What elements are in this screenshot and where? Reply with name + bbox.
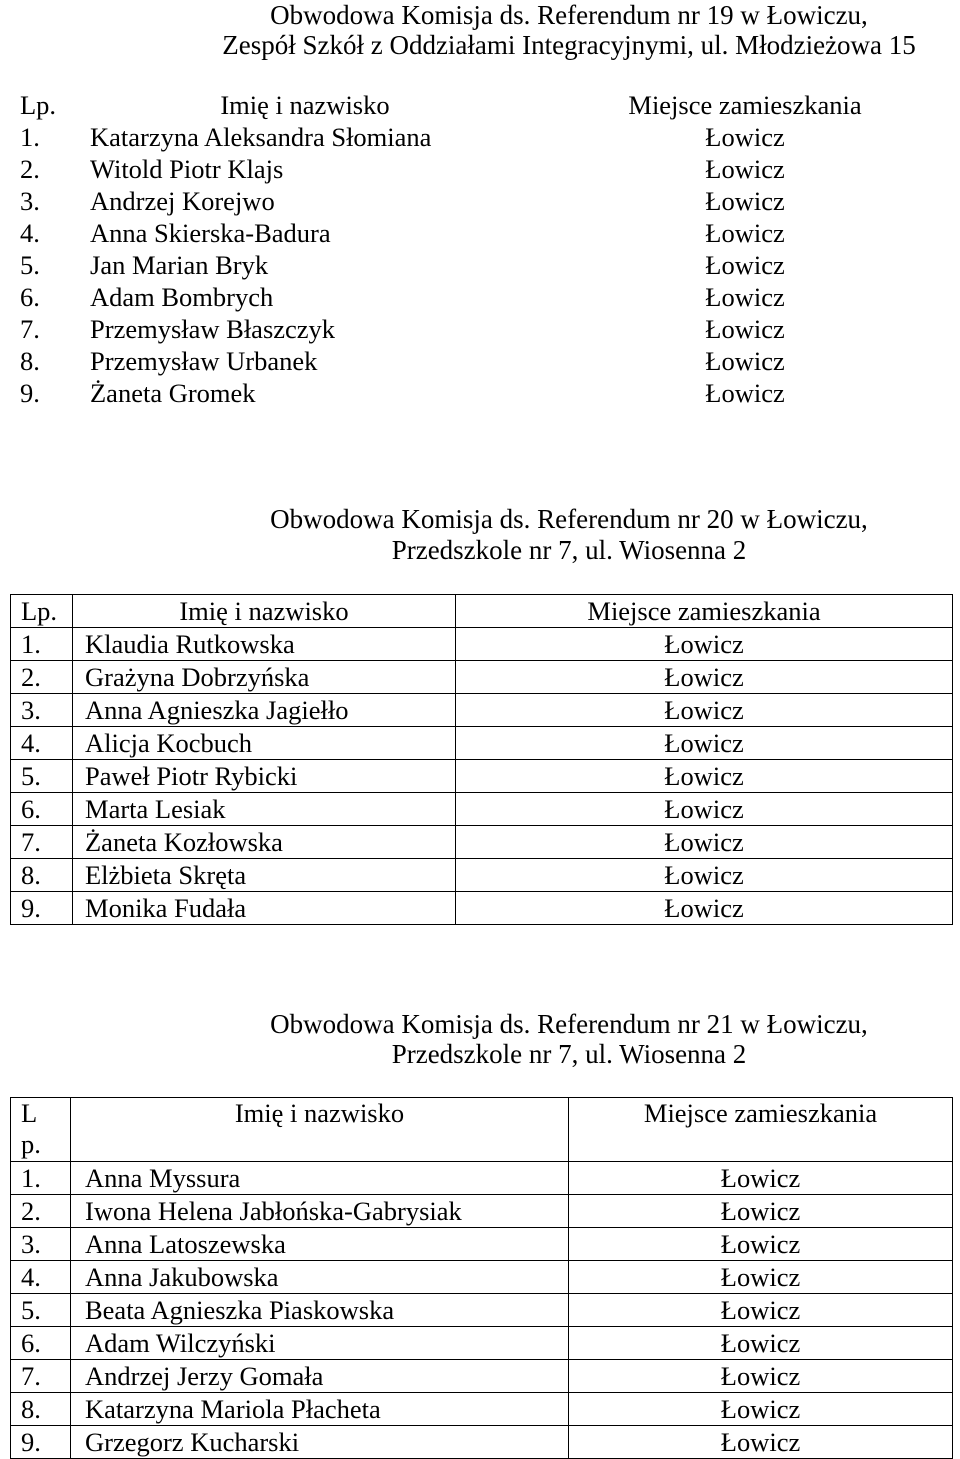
table-row [11,1294,953,1327]
table-row [10,121,960,153]
member-name: Żaneta Kozłowska [73,826,456,859]
member-residence: Łowicz [569,1360,953,1393]
member-residence: Łowicz [705,218,785,248]
table-row [11,1162,953,1195]
member-residence: Łowicz [456,793,953,826]
header-name: Imię i nazwisko [73,595,456,628]
member-name: Żaneta Gromek [90,378,256,408]
row-number: 3. [11,694,73,727]
member-name: Anna Agnieszka Jagiełło [73,694,456,727]
table-row [10,185,960,217]
row-number: 5. [11,760,73,793]
member-name: Anna Latoszewska [71,1228,569,1261]
header-place: Miejsce zamieszkania [628,90,862,120]
member-residence: Łowicz [569,1426,953,1459]
member-name: Katarzyna Aleksandra Słomiana [90,122,432,152]
commission-heading-19 [178,0,960,60]
header-name: Imię i nazwisko [220,90,390,120]
member-name: Katarzyna Mariola Płacheta [71,1393,569,1426]
member-name: Adam Bombrych [90,282,274,312]
member-residence: Łowicz [456,826,953,859]
row-number: 9. [11,1426,71,1459]
header-lp [11,1098,71,1162]
commission-title: Obwodowa Komisja ds. Referendum nr 21 w Łowiczu, [270,1009,868,1039]
table-header-row [11,1098,953,1162]
table-row [11,859,953,892]
table-row [11,1228,953,1261]
member-name: Przemysław Urbanek [90,346,318,376]
row-number: 5. [11,1294,71,1327]
member-name: Andrzej Korejwo [90,186,275,216]
table-row [11,628,953,661]
members-table-21 [10,1097,953,1459]
header-place: Miejsce zamieszkania [456,595,953,628]
row-number: 8. [11,1393,71,1426]
commission-address: Przedszkole nr 7, ul. Wiosenna 2 [391,535,747,565]
commission-title: Obwodowa Komisja ds. Referendum nr 20 w Łowiczu, [270,504,868,534]
members-table-19 [10,89,960,409]
member-residence: Łowicz [569,1228,953,1261]
member-residence: Łowicz [705,378,785,408]
row-number: 3. [20,186,40,216]
table-row [10,249,960,281]
table-row [11,727,953,760]
member-name: Jan Marian Bryk [90,250,269,280]
table-header-row [11,595,953,628]
row-number: 3. [11,1228,71,1261]
header-place: Miejsce zamieszkania [569,1098,953,1162]
member-residence: Łowicz [569,1294,953,1327]
table-row [10,377,960,409]
row-number: 2. [11,1195,71,1228]
table-row [10,153,960,185]
member-residence: Łowicz [569,1162,953,1195]
table-row [11,760,953,793]
member-residence: Łowicz [705,314,785,344]
row-number: 7. [20,314,40,344]
table-row [11,793,953,826]
table-row [11,1426,953,1459]
member-residence: Łowicz [456,628,953,661]
member-name: Iwona Helena Jabłońska-Gabrysiak [71,1195,569,1228]
member-residence: Łowicz [569,1261,953,1294]
header-lp: Lp. [20,90,57,120]
member-name: Witold Piotr Klajs [90,154,284,184]
header-lp: Lp. [11,595,73,628]
row-number: 1. [11,1162,71,1195]
member-residence: Łowicz [705,282,785,312]
row-number: 8. [11,859,73,892]
member-name: Paweł Piotr Rybicki [73,760,456,793]
row-number: 4. [11,727,73,760]
row-number: 2. [11,661,73,694]
table-header-row [10,89,960,121]
table-row [11,1327,953,1360]
table-row [10,345,960,377]
table-row [10,217,960,249]
commission-heading-20 [178,504,960,566]
row-number: 9. [11,892,73,925]
table-row [11,1261,953,1294]
commission-title: Obwodowa Komisja ds. Referendum nr 19 w Łowiczu, [270,0,868,30]
member-name: Przemysław Błaszczyk [90,314,336,344]
member-name: Grażyna Dobrzyńska [73,661,456,694]
member-residence: Łowicz [569,1195,953,1228]
member-residence: Łowicz [705,250,785,280]
member-name: Alicja Kocbuch [73,727,456,760]
member-residence: Łowicz [569,1393,953,1426]
row-number: 4. [11,1261,71,1294]
member-residence: Łowicz [456,892,953,925]
member-residence: Łowicz [705,122,785,152]
member-residence: Łowicz [569,1327,953,1360]
row-number: 1. [20,122,40,152]
members-table-20 [10,594,953,925]
table-row [10,281,960,313]
row-number: 6. [11,793,73,826]
row-number: 6. [20,282,40,312]
header-lp-text: Lp. [21,1098,41,1159]
member-residence: Łowicz [456,760,953,793]
member-residence: Łowicz [456,859,953,892]
member-name: Anna Myssura [71,1162,569,1195]
commission-address: Przedszkole nr 7, ul. Wiosenna 2 [391,1039,747,1069]
member-name: Grzegorz Kucharski [71,1426,569,1459]
member-residence: Łowicz [705,346,785,376]
member-residence: Łowicz [705,186,785,216]
table-row [11,661,953,694]
member-name: Anna Jakubowska [71,1261,569,1294]
row-number: 1. [11,628,73,661]
member-name: Adam Wilczyński [71,1327,569,1360]
member-residence: Łowicz [456,661,953,694]
row-number: 6. [11,1327,71,1360]
member-name: Klaudia Rutkowska [73,628,456,661]
table-row [10,313,960,345]
row-number: 9. [20,378,40,408]
row-number: 5. [20,250,40,280]
table-row [11,1393,953,1426]
member-residence: Łowicz [456,727,953,760]
row-number: 2. [20,154,40,184]
row-number: 8. [20,346,40,376]
member-residence: Łowicz [705,154,785,184]
member-name: Beata Agnieszka Piaskowska [71,1294,569,1327]
member-residence: Łowicz [456,694,953,727]
commission-address: Zespół Szkół z Oddziałami Integracyjnymi, ul. Młodzieżowa 15 [222,30,916,60]
member-name: Elżbieta Skręta [73,859,456,892]
member-name: Andrzej Jerzy Gomała [71,1360,569,1393]
table-row [11,694,953,727]
row-number: 7. [11,826,73,859]
member-name: Marta Lesiak [73,793,456,826]
row-number: 7. [11,1360,71,1393]
table-row [11,1195,953,1228]
table-row [11,1360,953,1393]
header-name: Imię i nazwisko [71,1098,569,1162]
row-number: 4. [20,218,40,248]
table-row [11,826,953,859]
member-name: Anna Skierska-Badura [90,218,331,248]
member-name: Monika Fudała [73,892,456,925]
commission-heading-21 [178,1009,960,1069]
table-row [11,892,953,925]
